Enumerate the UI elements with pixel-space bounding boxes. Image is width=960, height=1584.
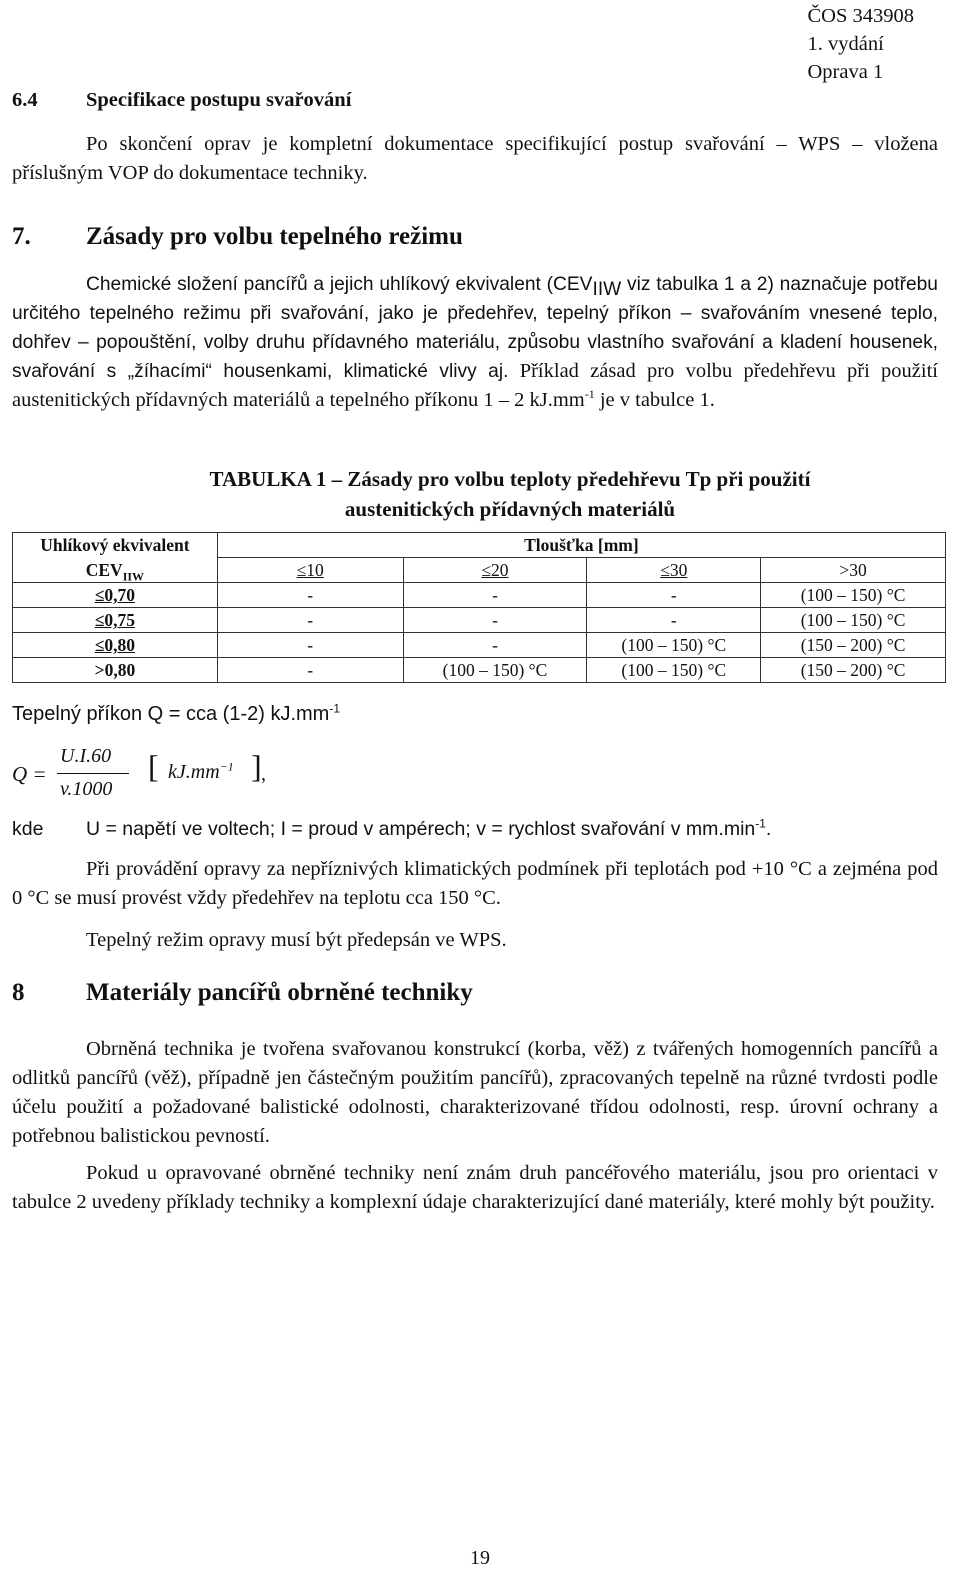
table-cell: -	[217, 658, 403, 683]
table-cell: -	[587, 608, 761, 633]
table-row	[13, 633, 946, 658]
section-7-heading	[12, 222, 463, 251]
table-cell: -	[403, 583, 587, 608]
heat-input-text: Tepelný příkon Q = cca (1-2) kJ.mm	[12, 703, 330, 725]
bracket-close: ]	[251, 748, 262, 784]
paragraph-text: Tepelný režim opravy musí být předepsán ve WPS.	[86, 929, 507, 951]
table-cell: (150 – 200) °C	[761, 658, 946, 683]
thickness-value: ≤20	[481, 560, 509, 580]
table-row	[13, 583, 946, 608]
table-cell: (100 – 150) °C	[587, 633, 761, 658]
table-cell: -	[217, 608, 403, 633]
table-cell: -	[403, 608, 587, 633]
table-cell: -	[587, 583, 761, 608]
cev-cell: >0,80	[13, 658, 218, 683]
table-header-row	[13, 533, 946, 558]
unit-superscript: -1	[329, 701, 340, 716]
definitions-label: kde	[12, 818, 44, 840]
formula-denominator: v.1000	[60, 778, 113, 800]
bracket-open: [	[148, 748, 159, 784]
heat-input-label	[12, 700, 340, 729]
amendment: Oprava 1	[807, 61, 884, 83]
formula-numerator: U.I.60	[60, 745, 112, 767]
unit-superscript: -1	[755, 816, 766, 831]
paragraph-part-d: je v tabulce 1.	[594, 389, 715, 411]
definitions-line	[12, 815, 771, 844]
table-1	[12, 532, 946, 683]
cev-cell	[13, 583, 218, 608]
section-title: Materiály pancířů obrněné techniky	[86, 979, 473, 1006]
thickness-cell	[403, 558, 587, 583]
formula-lhs: Q =	[12, 762, 47, 786]
table-cell: (100 – 150) °C	[587, 658, 761, 683]
paragraph-text: Po skončení oprav je kompletní dokumentace specifikující postup svařování – WPS – vložena příslušným VOP do dokumentace techniky.	[12, 133, 938, 184]
unit-superscript: -1	[584, 387, 595, 402]
edition: 1. vydání	[807, 33, 884, 55]
cev-value: ≤0,70	[94, 585, 136, 605]
section-8-heading	[12, 978, 473, 1007]
header-cev-line-1: Uhlíkový ekvivalent	[13, 533, 218, 558]
unit-superscript: −1	[219, 759, 234, 774]
page-number: 19	[470, 1547, 490, 1569]
paragraph-part-b: viz tabulka 1 a 2) naznačuje potřebu určitého tepelného režimu při svařování, jako je předehřev, tepelný příkon – svařováním vnesené teplo, dohřev – popouštění, volby druhu přídavného materiálu, způsobu vlastního svařování a kladení housenek, svařování s „žíhacími“ housenkami, klimatické vlivy aj.	[12, 274, 938, 382]
section-number: 8	[12, 979, 25, 1006]
formula-comma: ,	[261, 763, 266, 785]
section-8-paragraph-1	[12, 1035, 938, 1151]
definitions-tail: .	[765, 818, 772, 840]
cev-value: ≤0,75	[94, 610, 136, 630]
header-cev-line-2	[13, 558, 218, 583]
thickness-cell	[217, 558, 403, 583]
cev-cell	[13, 633, 218, 658]
paragraph-text: Pokud u opravované obrněné techniky není znám druh pancéřového materiálu, jsou pro orientaci v tabulce 2 uvedeny příklady techniky a komplexní údaje charakterizující dané materiály, které mohly být použity.	[12, 1162, 938, 1213]
table-row	[13, 608, 946, 633]
table-cell: -	[217, 583, 403, 608]
table-1-caption	[150, 464, 870, 524]
unit-text: kJ.mm	[168, 761, 220, 783]
paragraph-text: Při provádění opravy za nepříznivých klimatických podmínek při teplotách pod +10 °C a zejména pod 0 °C se musí provést vždy předehřev na teplotu cca 150 °C.	[12, 858, 938, 909]
table-cell: -	[403, 633, 587, 658]
section-title: Zásady pro volbu tepelného režimu	[86, 223, 463, 250]
table-cell: (150 – 200) °C	[761, 633, 946, 658]
thickness-cell	[587, 558, 761, 583]
cev-subscript: IIW	[592, 279, 622, 301]
header-thickness: Tloušťka [mm]	[217, 533, 945, 558]
thickness-value: ≤30	[660, 560, 688, 580]
definitions-text: U = napětí ve voltech; I = proud v ampérech; v = rychlost svařování v mm.min	[86, 818, 756, 840]
section-number: 6.4	[12, 89, 38, 111]
paragraph-text	[12, 270, 938, 415]
cev-subscript: IIW	[122, 569, 145, 584]
table-subheader-row	[13, 558, 946, 583]
section-7-paragraph	[12, 270, 938, 415]
paragraph-text: Obrněná technika je tvořena svařovanou konstrukcí (korba, věž) z tvářených homogenních pancířů a odlitků pancířů (věž), případně jen částečným použitím pancířů), zpracovaných tepelně na různé tvrdosti podle účelu použití a požadované balistické odolnosti, charakterizované třídou odolnosti, resp. úrovní ochrany a potřebnou balistickou pevností.	[12, 1038, 938, 1147]
formula-unit	[168, 758, 234, 787]
fraction-bar	[57, 773, 129, 774]
table-cell: (100 – 150) °C	[761, 608, 946, 633]
caption-line-1: TABULKA 1 – Zásady pro volbu teploty předehřevu Tp při použití	[209, 467, 811, 491]
section-title: Specifikace postupu svařování	[86, 89, 352, 111]
paragraph-part-c: Příklad zásad pro volbu předehřevu při použití austenitických přídavných materiálů a tepelného příkonu 1 – 2 kJ.mm	[12, 360, 938, 411]
preheat-note-paragraph	[12, 855, 938, 913]
section-6-4-heading	[12, 86, 351, 115]
table-cell: (100 – 150) °C	[403, 658, 587, 683]
thickness-value: ≤10	[296, 560, 324, 580]
table-cell: -	[217, 633, 403, 658]
section-8-paragraph-2	[12, 1159, 938, 1217]
table-row	[13, 658, 946, 683]
paragraph-part-a: Chemické složení pancířů a jejich uhlíkový ekvivalent (CEV	[86, 274, 593, 295]
wps-note-paragraph	[12, 926, 938, 955]
cev-cell	[13, 608, 218, 633]
table-cell: (100 – 150) °C	[761, 583, 946, 608]
section-number: 7.	[12, 223, 31, 250]
cev-value: ≤0,80	[94, 635, 136, 655]
document-header	[807, 2, 914, 86]
caption-line-2: austenitických přídavných materiálů	[344, 497, 676, 521]
cev-label: CEV	[85, 559, 123, 580]
section-6-4-paragraph	[12, 130, 938, 188]
standard-code: ČOS 343908	[807, 5, 914, 27]
thickness-cell: >30	[761, 558, 946, 583]
heat-input-formula	[0, 738, 400, 808]
